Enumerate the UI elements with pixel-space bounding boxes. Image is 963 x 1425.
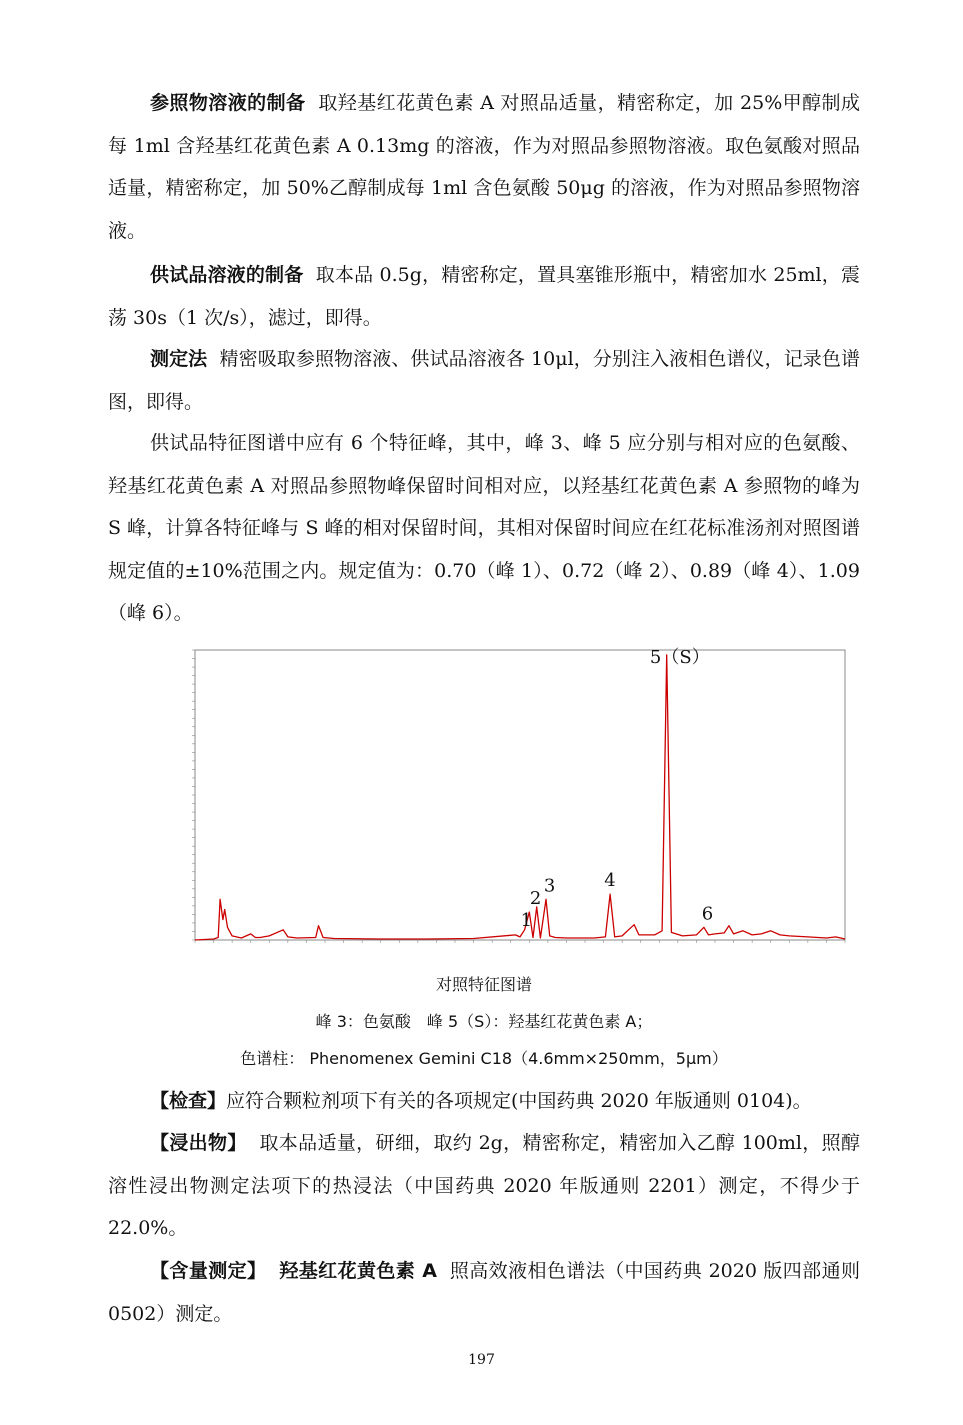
paragraph-extract — [108, 1122, 860, 1250]
heading-assay-compound: 羟基红花黄色素 A — [279, 1260, 437, 1282]
chromatogram-svg — [150, 645, 862, 960]
text-assay: 照高效液相色谱法（中国药典 2020 版四部通则 0502）测定。 — [108, 1260, 860, 1325]
peak-label: 2 — [529, 888, 542, 909]
text-fingerprint: 供试品特征图谱中应有 6 个特征峰，其中，峰 3、峰 5 应分别与相对应的色氨酸、羟基红花黄色素 A 对照品参照物峰保留时间相对应，以羟基红花黄色素 A 参照物的峰为 S 峰，计算各特征峰与 S 峰的相对保留时间，其相对保留时间应在红花标准汤剂对照图谱规定值的±10%范围之内。规定值为：0.70（峰 1）、0.72（峰 2）、0.89（峰 4）、1.09（峰 6）。 — [108, 432, 860, 624]
paragraph-fingerprint — [108, 422, 860, 635]
chromatogram-chart — [150, 645, 862, 960]
paragraph-reference-solution — [108, 82, 860, 252]
peak-label: 3 — [543, 875, 556, 897]
peak-label: 1 — [520, 909, 533, 931]
heading-extract: 【浸出物】 — [150, 1132, 247, 1154]
paragraph-check — [108, 1080, 860, 1123]
paragraph-test-solution — [108, 254, 860, 339]
text-method: 精密吸取参照物溶液、供试品溶液各 10μl，分别注入液相色谱仪，记录色谱图，即得。 — [108, 348, 860, 413]
peak-label: 6 — [701, 903, 714, 925]
heading-assay: 【含量测定】 — [150, 1260, 267, 1282]
paragraph-assay — [108, 1250, 860, 1335]
heading-method: 测定法 — [150, 348, 208, 370]
heading-check: 【检查】 — [150, 1090, 227, 1112]
chart-peak-caption: 峰 3：色氨酸 峰 5（S）：羟基红花黄色素 A； — [315, 1012, 653, 1031]
text-check: 应符合颗粒剂项下有关的各项规定(中国药典 2020 年版通则 0104)。 — [226, 1090, 812, 1112]
chart-column-caption: 色谱柱： Phenomenex Gemini C18（4.6mm×250mm，5μm） — [240, 1049, 728, 1068]
heading-test-solution: 供试品溶液的制备 — [150, 264, 304, 286]
text-reference-solution: 取羟基红花黄色素 A 对照品适量，精密称定，加 25%甲醇制成每 1ml 含羟基红花黄色素 A 0.13mg 的溶液，作为对照品参照物溶液。取色氨酸对照品适量，精密称定，加 50%乙醇制成每 1ml 含色氨酸 50μg 的溶液，作为对照品参照物溶液。 — [108, 92, 860, 242]
text-test-solution: 取本品 0.5g，精密称定，置具塞锥形瓶中，精密加水 25ml，震荡 30s（1 次/s），滤过，即得。 — [108, 264, 860, 329]
peak-label: 4 — [604, 870, 616, 892]
chart-title: 对照特征图谱 — [435, 975, 532, 994]
page-number: 197 — [468, 1352, 495, 1368]
paragraph-method — [108, 338, 860, 423]
chromatogram-trace — [195, 655, 845, 940]
peak-label: 5（S） — [649, 647, 710, 668]
text-extract: 取本品适量，研细，取约 2g，精密称定，精密加入乙醇 100ml，照醇溶性浸出物测定法项下的热浸法（中国药典 2020 年版通则 2201）测定，不得少于 22.0%。 — [108, 1132, 860, 1239]
heading-reference-solution: 参照物溶液的制备 — [150, 92, 306, 114]
chart-frame — [195, 650, 845, 940]
